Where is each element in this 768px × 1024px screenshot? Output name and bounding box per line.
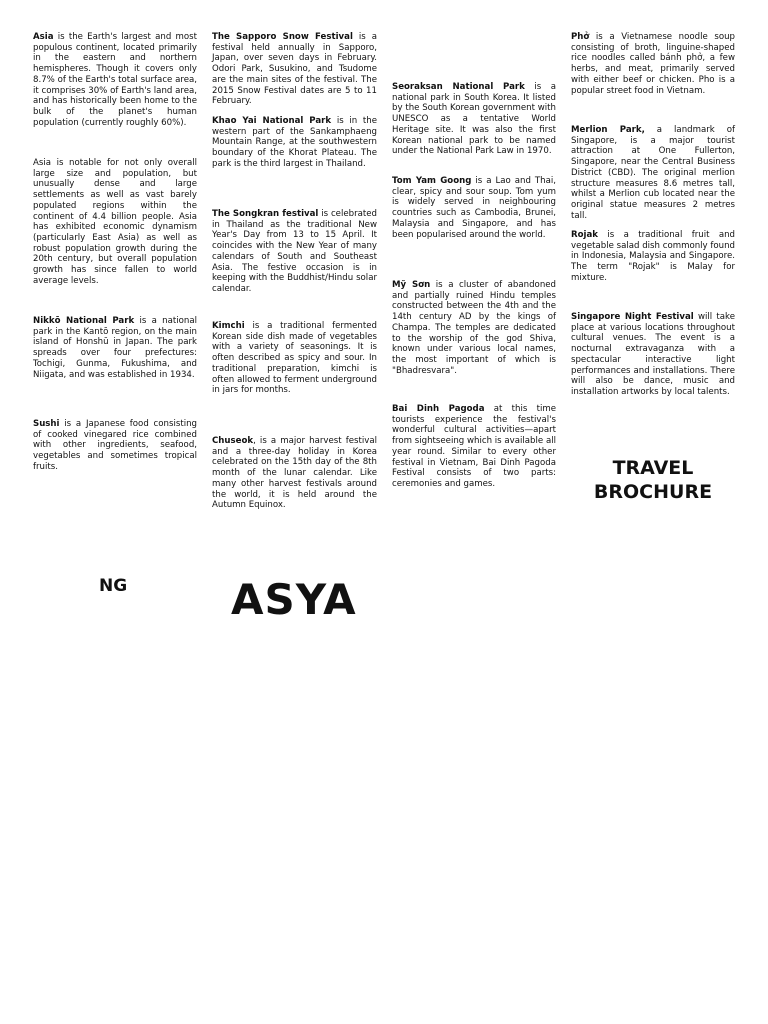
column-3-block-2 <box>392 82 556 157</box>
section-title: Nikkō National Park <box>33 316 135 326</box>
section-text: Asia is notable for not only overall large size and population, but unusually dense and large settlements as well as vast barely populated regions within the continent of 4.4 billion people. Asia has exhibited economic dynamism (particularly East Asia) as well as robust population growth during the 20th century, but overall population growth has since fallen to world average levels. <box>33 158 197 286</box>
column-2-block-4 <box>212 321 377 396</box>
section-text: is in the western part of the Sankamphaeng Mountain Range, at the southwestern boundary of the Khorat Plateau. The park is the third largest in Thailand. <box>212 116 377 169</box>
ng-label: NG <box>99 576 128 596</box>
section-text: at this time tourists experience the festival's wonderful cultural activities—apart from sightseeing which is available all year round. Similar to every other festival in Vietnam, Bai Dinh Pagoda Festival consists of two parts: ceremonies and games. <box>392 404 556 489</box>
section-text: is a Japanese food consisting of cooked vinegared rice combined with other ingredients, seafood, vegetables and sometimes tropical fruits. <box>33 419 197 472</box>
section-myson <box>392 280 556 376</box>
section-text: is the Earth's largest and most populous continent, located primarily in the eastern and northern hemispheres. Though it covers only 8.7% of the Earth's total surface area, it comprises 30% of Earth's land area, and has historically been home to the bulk of the planet's human population (currently roughly 60%). <box>33 32 197 128</box>
column-3-block-5 <box>392 404 556 490</box>
column-1-block-2 <box>33 158 197 286</box>
section-baidinh <box>392 404 556 490</box>
section-seoraksan <box>392 82 556 157</box>
section-title: Mỹ Sơn <box>392 280 431 290</box>
section-asia-continued <box>33 158 197 286</box>
section-title: Kimchi <box>212 321 245 331</box>
column-1-block-3 <box>33 316 197 380</box>
section-title: Merlion Park, <box>571 125 645 135</box>
column-4-block-3 <box>571 230 735 284</box>
column-4-block-1 <box>571 32 735 96</box>
section-text: is a Vietnamese noodle soup consisting of broth, linguine-shaped rice noodles called bánh phở, a few herbs, and meat, primarily served with either beef or chicken. Pho is a popular street food in Vietnam. <box>571 32 735 96</box>
section-title: The Songkran festival <box>212 209 319 219</box>
section-title: Sushi <box>33 419 60 429</box>
brochure-title-line-2: BROCHURE <box>593 481 713 503</box>
section-chuseok <box>212 436 377 511</box>
section-text: is celebrated in Thailand as the traditional New Year's Day from 13 to 15 April. It coincides with the New Year of many calendars of South and Southeast Asia. The festive occasion is in keeping with the Buddhist/Hindu solar calendar. <box>212 209 377 294</box>
section-title: Bai Dinh Pagoda <box>392 404 485 414</box>
section-title: Tom Yam Goong <box>392 176 472 186</box>
section-sapporo <box>212 32 377 107</box>
section-nightfest <box>571 312 735 398</box>
section-title: Chuseok <box>212 436 254 446</box>
section-text: will take place at various locations throughout cultural venues. The event is a nocturnal extravaganza with a spectacular interactive light performances and installations. There will also be dance, music and installation artworks by local talents. <box>571 312 735 397</box>
section-title: Phở <box>571 32 590 42</box>
section-text: is a national park in the Kantō region, on the main island of Honshū in Japan. The park spreads over four prefectures: Tochigi, Gunma, Fukushima, and Niigata, and was established in 1934. <box>33 316 198 380</box>
section-merlion <box>571 125 735 221</box>
section-text: is a traditional fermented Korean side dish made of vegetables with a variety of seasonings. It is often described as spicy and sour. In traditional preparation, kimchi is often allowed to ferment underground in jars for months. <box>212 321 377 396</box>
column-2-block-2 <box>212 116 377 170</box>
section-rojak <box>571 230 735 284</box>
section-text: a landmark of Singapore, is a major tourist attraction at One Fullerton, Singapore, near the Central Business District (CBD). The original merlion structure measures 8.6 metres tall, whilst a Merlion cub located near the original statue measures 2 metres tall. <box>571 125 735 221</box>
section-text: , is a major harvest festival and a three-day holiday in Korea celebrated on the 15th day of the 8th month of the lunar calendar. Like many other harvest festivals around the world, it is held around the Autumn Equinox. <box>212 436 377 511</box>
section-sushi <box>33 419 197 473</box>
section-text: is a cluster of abandoned and partially ruined Hindu temples constructed between the 4th and the 14th century AD by the kings of Champa. The temples are dedicated to the worship of the god Shiva, known under various local names, the most important of which is "Bhadresvara". <box>392 280 557 376</box>
section-text: is a traditional fruit and vegetable salad dish commonly found in Indonesia, Malaysia and Singapore. The term "Rojak" is Malay for mixture. <box>571 230 735 283</box>
section-nikko <box>33 316 197 380</box>
column-4-block-2 <box>571 125 735 221</box>
section-title: The Sapporo Snow Festival <box>212 32 353 42</box>
column-3-block-4 <box>392 280 556 376</box>
section-pho <box>571 32 735 96</box>
section-title: Rojak <box>571 230 598 240</box>
section-title: Asia <box>33 32 54 42</box>
asya-title: ASYA <box>231 575 357 624</box>
section-text: is a national park in South Korea. It listed by the South Korean government with UNESCO as a tentative World Heritage site. It was also the first Korean national park to be named under the National Park Law in 1970. <box>392 82 556 157</box>
section-text: is a festival held annually in Sapporo, Japan, over seven days in February. Odori Park, Susukino, and Tsudome are the main sites of the festival. The 2015 Snow Festival dates are 5 to 11 February. <box>212 32 377 107</box>
column-2-block-3 <box>212 209 377 295</box>
column-1 <box>33 32 197 128</box>
section-title: Khao Yai National Park <box>212 116 332 126</box>
column-1-block-4 <box>33 419 197 473</box>
column-2-block-1 <box>212 32 377 107</box>
brochure-title-line-1: TRAVEL <box>612 457 694 479</box>
section-songkran <box>212 209 377 295</box>
section-kimchi <box>212 321 377 396</box>
section-title: Seoraksan National Park <box>392 82 525 92</box>
section-khaoyai <box>212 116 377 170</box>
column-3-block-3 <box>392 176 556 240</box>
brochure-title <box>573 456 733 504</box>
column-4-block-4 <box>571 312 735 398</box>
section-text: is a Lao and Thai, clear, spicy and sour soup. Tom yum is widely served in neighbouring countries such as Cambodia, Brunei, Malaysia and Singapore, and has been popularised around the world. <box>392 176 556 240</box>
section-title: Singapore Night Festival <box>571 312 694 322</box>
column-2-block-5 <box>212 436 377 511</box>
section-tomyam <box>392 176 556 240</box>
section-asia <box>33 32 197 128</box>
